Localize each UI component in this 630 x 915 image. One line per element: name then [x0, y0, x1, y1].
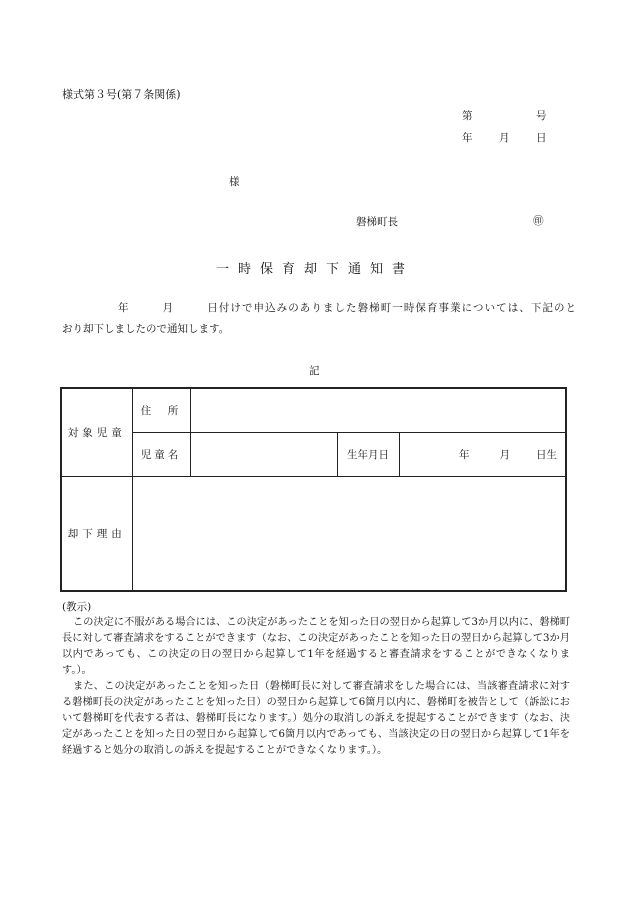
body-text [62, 298, 576, 340]
form-number: 様式第３号(第７条関係) [62, 88, 181, 101]
birth-date-field[interactable] [399, 432, 566, 476]
addressee-honorific: 様 [229, 176, 240, 188]
seal-mark: ㊞ [533, 215, 544, 227]
body-month: 月 [161, 302, 175, 314]
date-day: 日 [536, 132, 547, 144]
address-field[interactable] [190, 388, 566, 432]
issuer-name: 磐梯町長 [356, 216, 398, 228]
birth-date-label: 生年月日 [337, 432, 399, 476]
address-label: 住 所 [132, 388, 190, 432]
doc-number-suffix: 号 [536, 110, 547, 122]
notice-heading: (教示) [62, 601, 92, 613]
body-line-2: おり却下しましたので通知します。 [62, 323, 230, 335]
notice-paragraph-2: また、この決定があったことを知った日（磐梯町長に対して審査請求をした場合には、当該審査請求に対する磐梯町長の決定があったことを知った日）の翌日から起算して6箇月以内に、磐梯町を被告として（訴訟において磐梯町を代表する者は、磐梯町長になります。）処分の取消しの訴えを提起することができます（なお、決定があったことを知った日の翌日から起算して6箇月以内であっても、当該決定の日の翌日から起算して1年を経過すると処分の取消しの訴えを提起することができなくなります。）。 [62, 681, 570, 756]
notice-paragraph-1: この決定に不服がある場合には、この決定があったことを知った日の翌日から起算して3か月以内に、磐梯町長に対して審査請求をすることができます（なお、この決定があったことを知った日の翌日から起算して3か月以内であっても、この決定の日の翌日から起算して1年を経過すると審査請求をすることができなくなります。）。 [62, 617, 570, 676]
application-table [60, 387, 567, 592]
child-name-field[interactable] [190, 432, 337, 476]
rejection-reason-label: 却下理由 [61, 477, 132, 591]
target-child-label: 対象児童 [61, 388, 132, 477]
birth-month: 月 [499, 449, 510, 462]
ki-heading: 記 [309, 365, 320, 377]
notice-text [62, 615, 570, 759]
document-title: 一時保育却下通知書 [215, 262, 414, 277]
body-line-1 [62, 298, 576, 319]
birth-day: 日生 [536, 449, 557, 462]
body-year: 年 [118, 302, 130, 314]
body-line-1-text: 日付けで申込みのありました磐梯町一時保育事業については、下記のと [206, 302, 577, 314]
date-year: 年 [462, 132, 473, 144]
date-month: 月 [499, 132, 510, 144]
child-name-label: 児童名 [132, 432, 190, 476]
birth-year: 年 [459, 449, 470, 462]
rejection-reason-field[interactable] [132, 477, 566, 591]
doc-number-prefix: 第 [462, 110, 473, 122]
